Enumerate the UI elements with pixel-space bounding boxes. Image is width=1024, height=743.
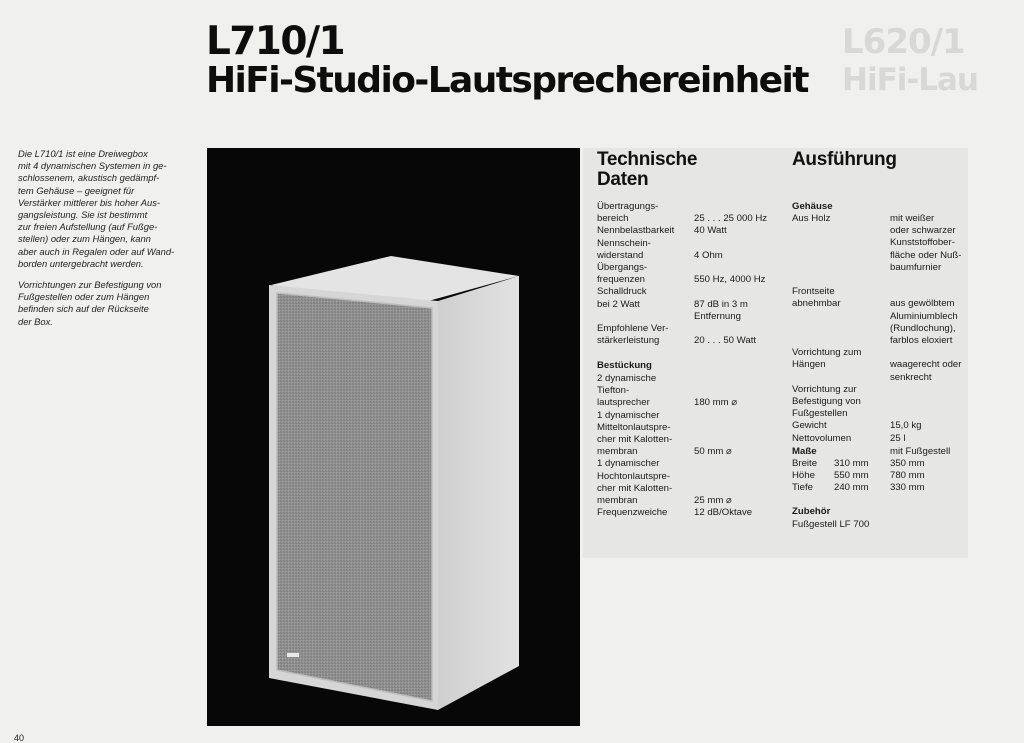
intro-paragraph-1: Die L710/1 ist eine Dreiwegbox mit 4 dynamischen Systemen in ge- schlossenem, akustisch gedämpf- tem Gehäuse – geeignet für Verstärker mittlerer bis hoher Aus- gangsleistung. Sie ist bestimmt zur freien Aufstellung (auf Fußge- stellen) oder zum Hängen, kann aber auch in Regalen oder auf Wand- borden untergebracht werden.	[18, 148, 175, 269]
intro-text	[18, 148, 190, 337]
masse-fuss-values: 350 mm 780 mm 330 mm	[890, 458, 925, 494]
ausfuehrung-heading: Ausführung	[792, 149, 897, 170]
ausfuehrung-values: mit weißer oder schwarzer Kunststoffober- fläche oder Nuß- baumfurnier aus gewölbtem Aluminiumblech (Rundlochung), farblos eloxiert waagerecht oder senkrecht 15,0 kg 25 l	[890, 213, 962, 444]
brand-logo	[287, 653, 299, 657]
tech-spec-values: 25 . . . 25 000 Hz 40 Watt 4 Ohm 550 Hz, 4000 Hz 87 dB in 3 m Entfernung 20 . . . 50 Watt	[694, 213, 768, 347]
masse-values: 310 mm 550 mm 240 mm	[834, 458, 869, 494]
tech-spec-labels: Übertragungs- bereich Nennbelastbarkeit Nennschein- widerstand Übergangs- frequenzen Schalldruck bei 2 Watt Empfohlene Ver- stärkerleistung	[597, 201, 675, 347]
ausfuehrung-labels: Aus Holz Frontseite abnehmbar Vorrichtung zum Hängen Vorrichtung zur Befestigung von Fußgestellen Gewicht Nettovolumen	[792, 213, 862, 444]
gehaeuse-title: Gehäuse	[792, 201, 833, 212]
zubehoer-title: Zubehör	[792, 506, 831, 517]
technische-daten-heading: Technische Daten	[597, 149, 698, 190]
masse-fuss-title: mit Fußgestell	[890, 446, 951, 457]
product-subtitle: HiFi-Studio-Lautsprechereinheit	[206, 60, 808, 101]
bestueckung-values: 180 mm ⌀ 50 mm ⌀ 25 mm ⌀ 12 dB/Oktave	[694, 397, 753, 519]
intro-paragraph-2: Vorrichtungen zur Befestigung von Fußgestellen oder zum Hängen befinden sich auf der Rückseite der Box.	[18, 279, 162, 327]
page-number: 40	[14, 733, 25, 743]
masse-labels: Breite Höhe Tiefe	[792, 458, 818, 494]
bestueckung-title: Bestückung	[597, 360, 652, 371]
speaker-photo	[207, 148, 580, 726]
show-through-model: L620/1	[842, 22, 965, 62]
masse-title: Maße	[792, 446, 817, 457]
show-through-subtitle: HiFi-Lau	[842, 62, 978, 98]
bestueckung-labels: 2 dynamische Tiefton- lautsprecher 1 dynamischer Mitteltonlautspre- cher mit Kalotten- membran 1 dynamischer Hochtonlautspre- cher mit Kalotten- membran Frequenzweiche	[597, 373, 673, 519]
speaker-illustration	[207, 148, 580, 726]
model-title: L710/1	[206, 19, 345, 64]
zubehoer-value: Fußgestell LF 700	[792, 519, 870, 530]
